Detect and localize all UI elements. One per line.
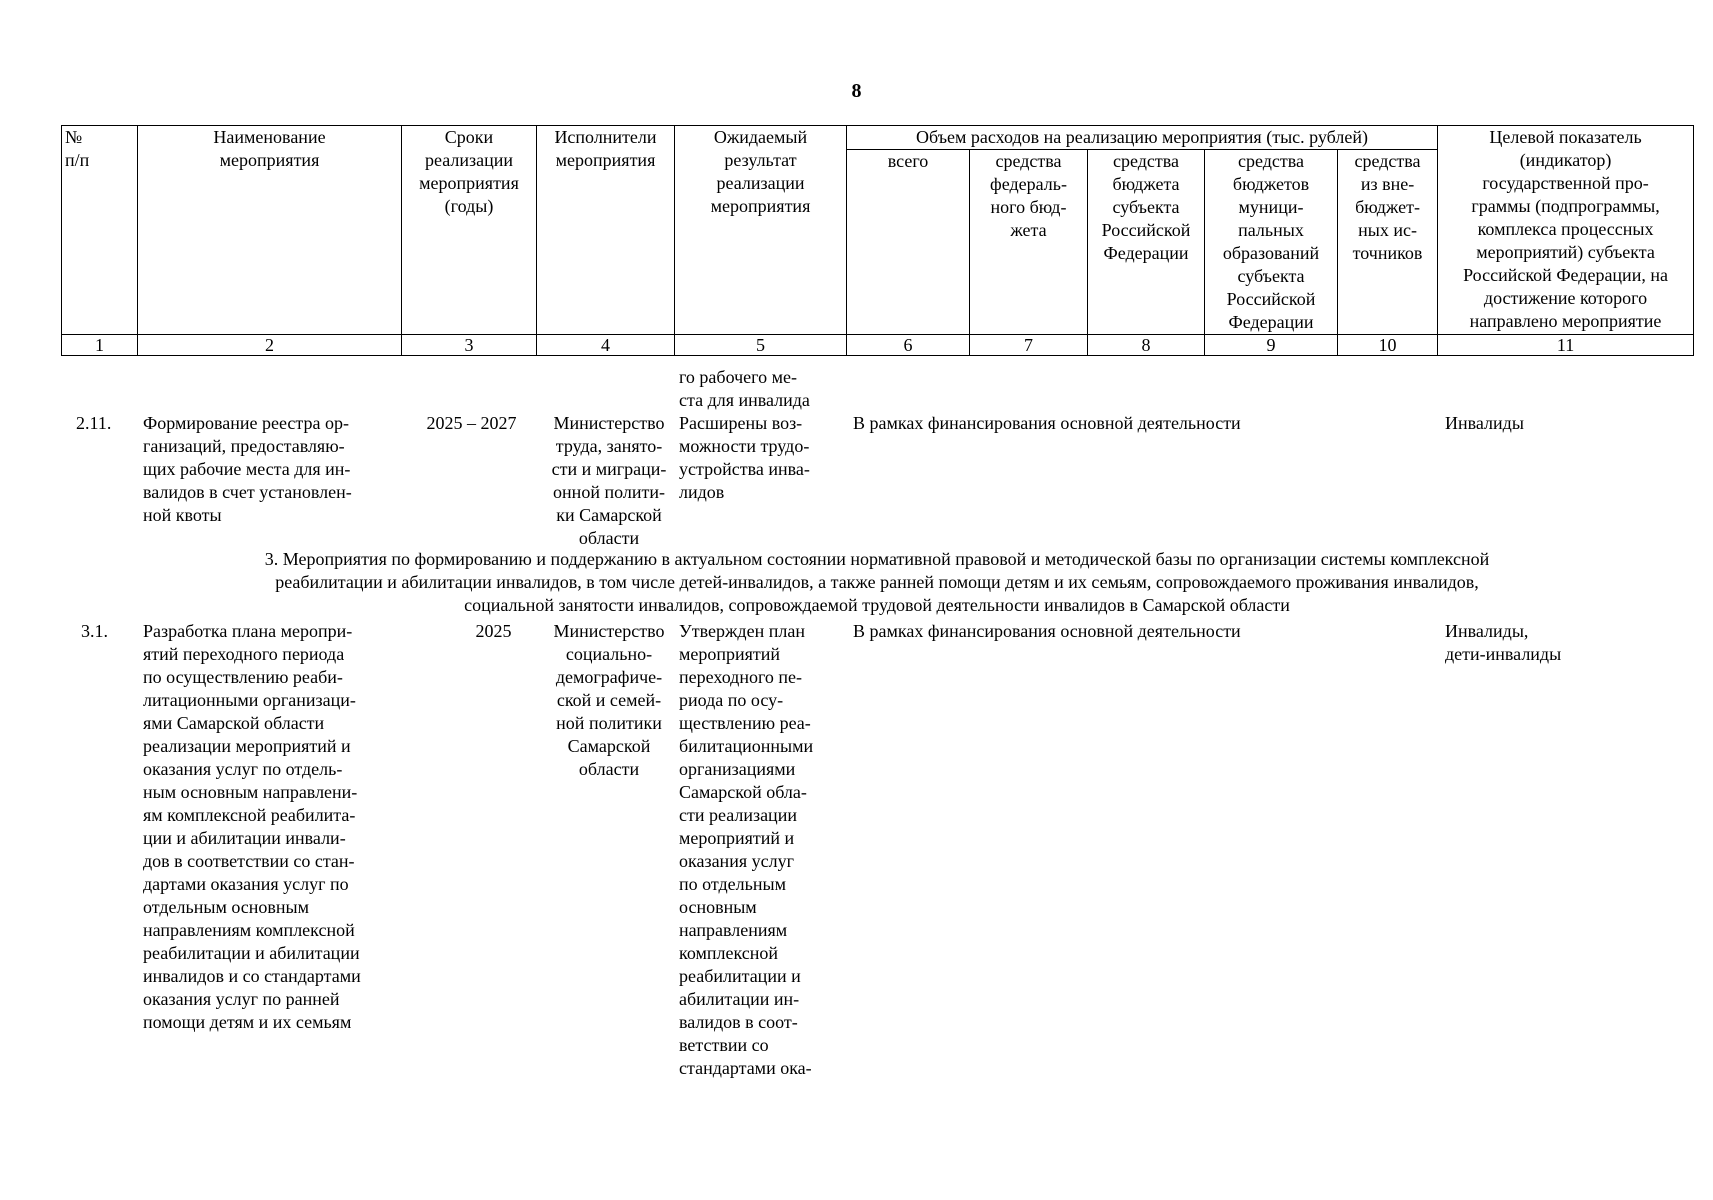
- column-number: 8: [1088, 335, 1205, 356]
- row-number: 3.1.: [81, 621, 108, 641]
- row-executor: Министерство социально- демографиче- ской и семей- ной политики Самарской области: [553, 621, 665, 779]
- section-3-title: 3. Мероприятия по формированию и поддержанию в актуальном состоянии нормативной правовой и методической базы по организации системы комплексной реабилитации и абилитации инвалидов, в том числе детей-инвалидов, а также ранней помощи детям и их семьям, сопровождаемого проживания инвалидов, социальной занятости инвалидов, сопровождаемой трудовой деятельности инвалидов в Самарской области: [264, 549, 1490, 615]
- row-result: Расширены воз- можности трудо- устройства инва- лидов: [679, 413, 810, 502]
- header-total: всего: [847, 150, 970, 335]
- header-extrabudget: средства из вне- бюджет- ных ис- точников: [1338, 150, 1438, 335]
- row-executor: Министерство труда, занято- сти и миграци- онной полити- ки Самарской области: [551, 413, 667, 548]
- header-municipal: средства бюджетов муници- пальных образований субъекта Российской Федерации: [1205, 150, 1338, 335]
- header-executor: Исполнители мероприятия: [537, 126, 675, 335]
- column-number: 6: [847, 335, 970, 356]
- column-number: 1: [62, 335, 138, 356]
- row-indicator: Инвалиды: [1445, 413, 1524, 433]
- row-result: Утвержден план мероприятий переходного пе- риода по осу- ществлению реа- билитационными организациями Самарской обла- сти реализации мероприятий и оказания услуг по отдельным основным направлениям комплексной реабилитации и абилитации ин- валидов в соот- ветствии со стандартами ока-: [679, 621, 814, 1078]
- header-result: Ожидаемый результат реализации мероприятия: [675, 126, 847, 335]
- row-financing: В рамках финансирования основной деятельности: [853, 413, 1241, 433]
- header-period: Сроки реализации мероприятия (годы): [402, 126, 537, 335]
- header-indicator: Целевой показатель (индикатор) государственной про- граммы (подпрограммы, комплекса процессных мероприятий) субъекта Российской Федерации, на достижение которого направлено мероприятие: [1438, 126, 1694, 335]
- header-name: Наименование мероприятия: [138, 126, 402, 335]
- row-financing: В рамках финансирования основной деятельности: [853, 621, 1241, 641]
- row-name: Разработка плана меропри- ятий переходного периода по осуществлению реаби- литационными организаци- ями Самарской области реализации мероприятий и оказания услуг по отдель- ным основным направлени- ям комплексной реабилита- ции и абилитации инвали- дов в соответствии со стан- дартами оказания услуг по отдельным основным направлениям комплексной реабилитации и абилитации инвалидов и со стандартами оказания услуг по ранней помощи детям и их семьям: [143, 621, 361, 1032]
- column-number: 11: [1438, 335, 1694, 356]
- row-indicator: Инвалиды, дети-инвалиды: [1445, 621, 1562, 664]
- row-period: 2025 – 2027: [426, 413, 517, 433]
- column-number: 10: [1338, 335, 1438, 356]
- header-number: № п/п: [62, 126, 138, 335]
- carryover-result: го рабочего ме- ста для инвалида: [679, 367, 810, 410]
- row-number: 2.11.: [76, 413, 112, 433]
- header-regional: средства бюджета субъекта Российской Федерации: [1088, 150, 1205, 335]
- row-name: Формирование реестра ор- ганизаций, предоставляю- щих рабочие места для ин- валидов в счет установлен- ной квоты: [143, 413, 352, 525]
- header-expenses-group: Объем расходов на реализацию мероприятия (тыс. рублей): [847, 126, 1438, 150]
- header-federal: средства федераль- ного бюд- жета: [970, 150, 1088, 335]
- column-number: 3: [402, 335, 537, 356]
- column-number: 4: [537, 335, 675, 356]
- column-number: 7: [970, 335, 1088, 356]
- column-number: 9: [1205, 335, 1338, 356]
- row-period: 2025: [475, 621, 512, 641]
- column-number: 2: [138, 335, 402, 356]
- table-header: [61, 125, 1694, 356]
- column-number: 5: [675, 335, 847, 356]
- page-number: 8: [851, 80, 862, 102]
